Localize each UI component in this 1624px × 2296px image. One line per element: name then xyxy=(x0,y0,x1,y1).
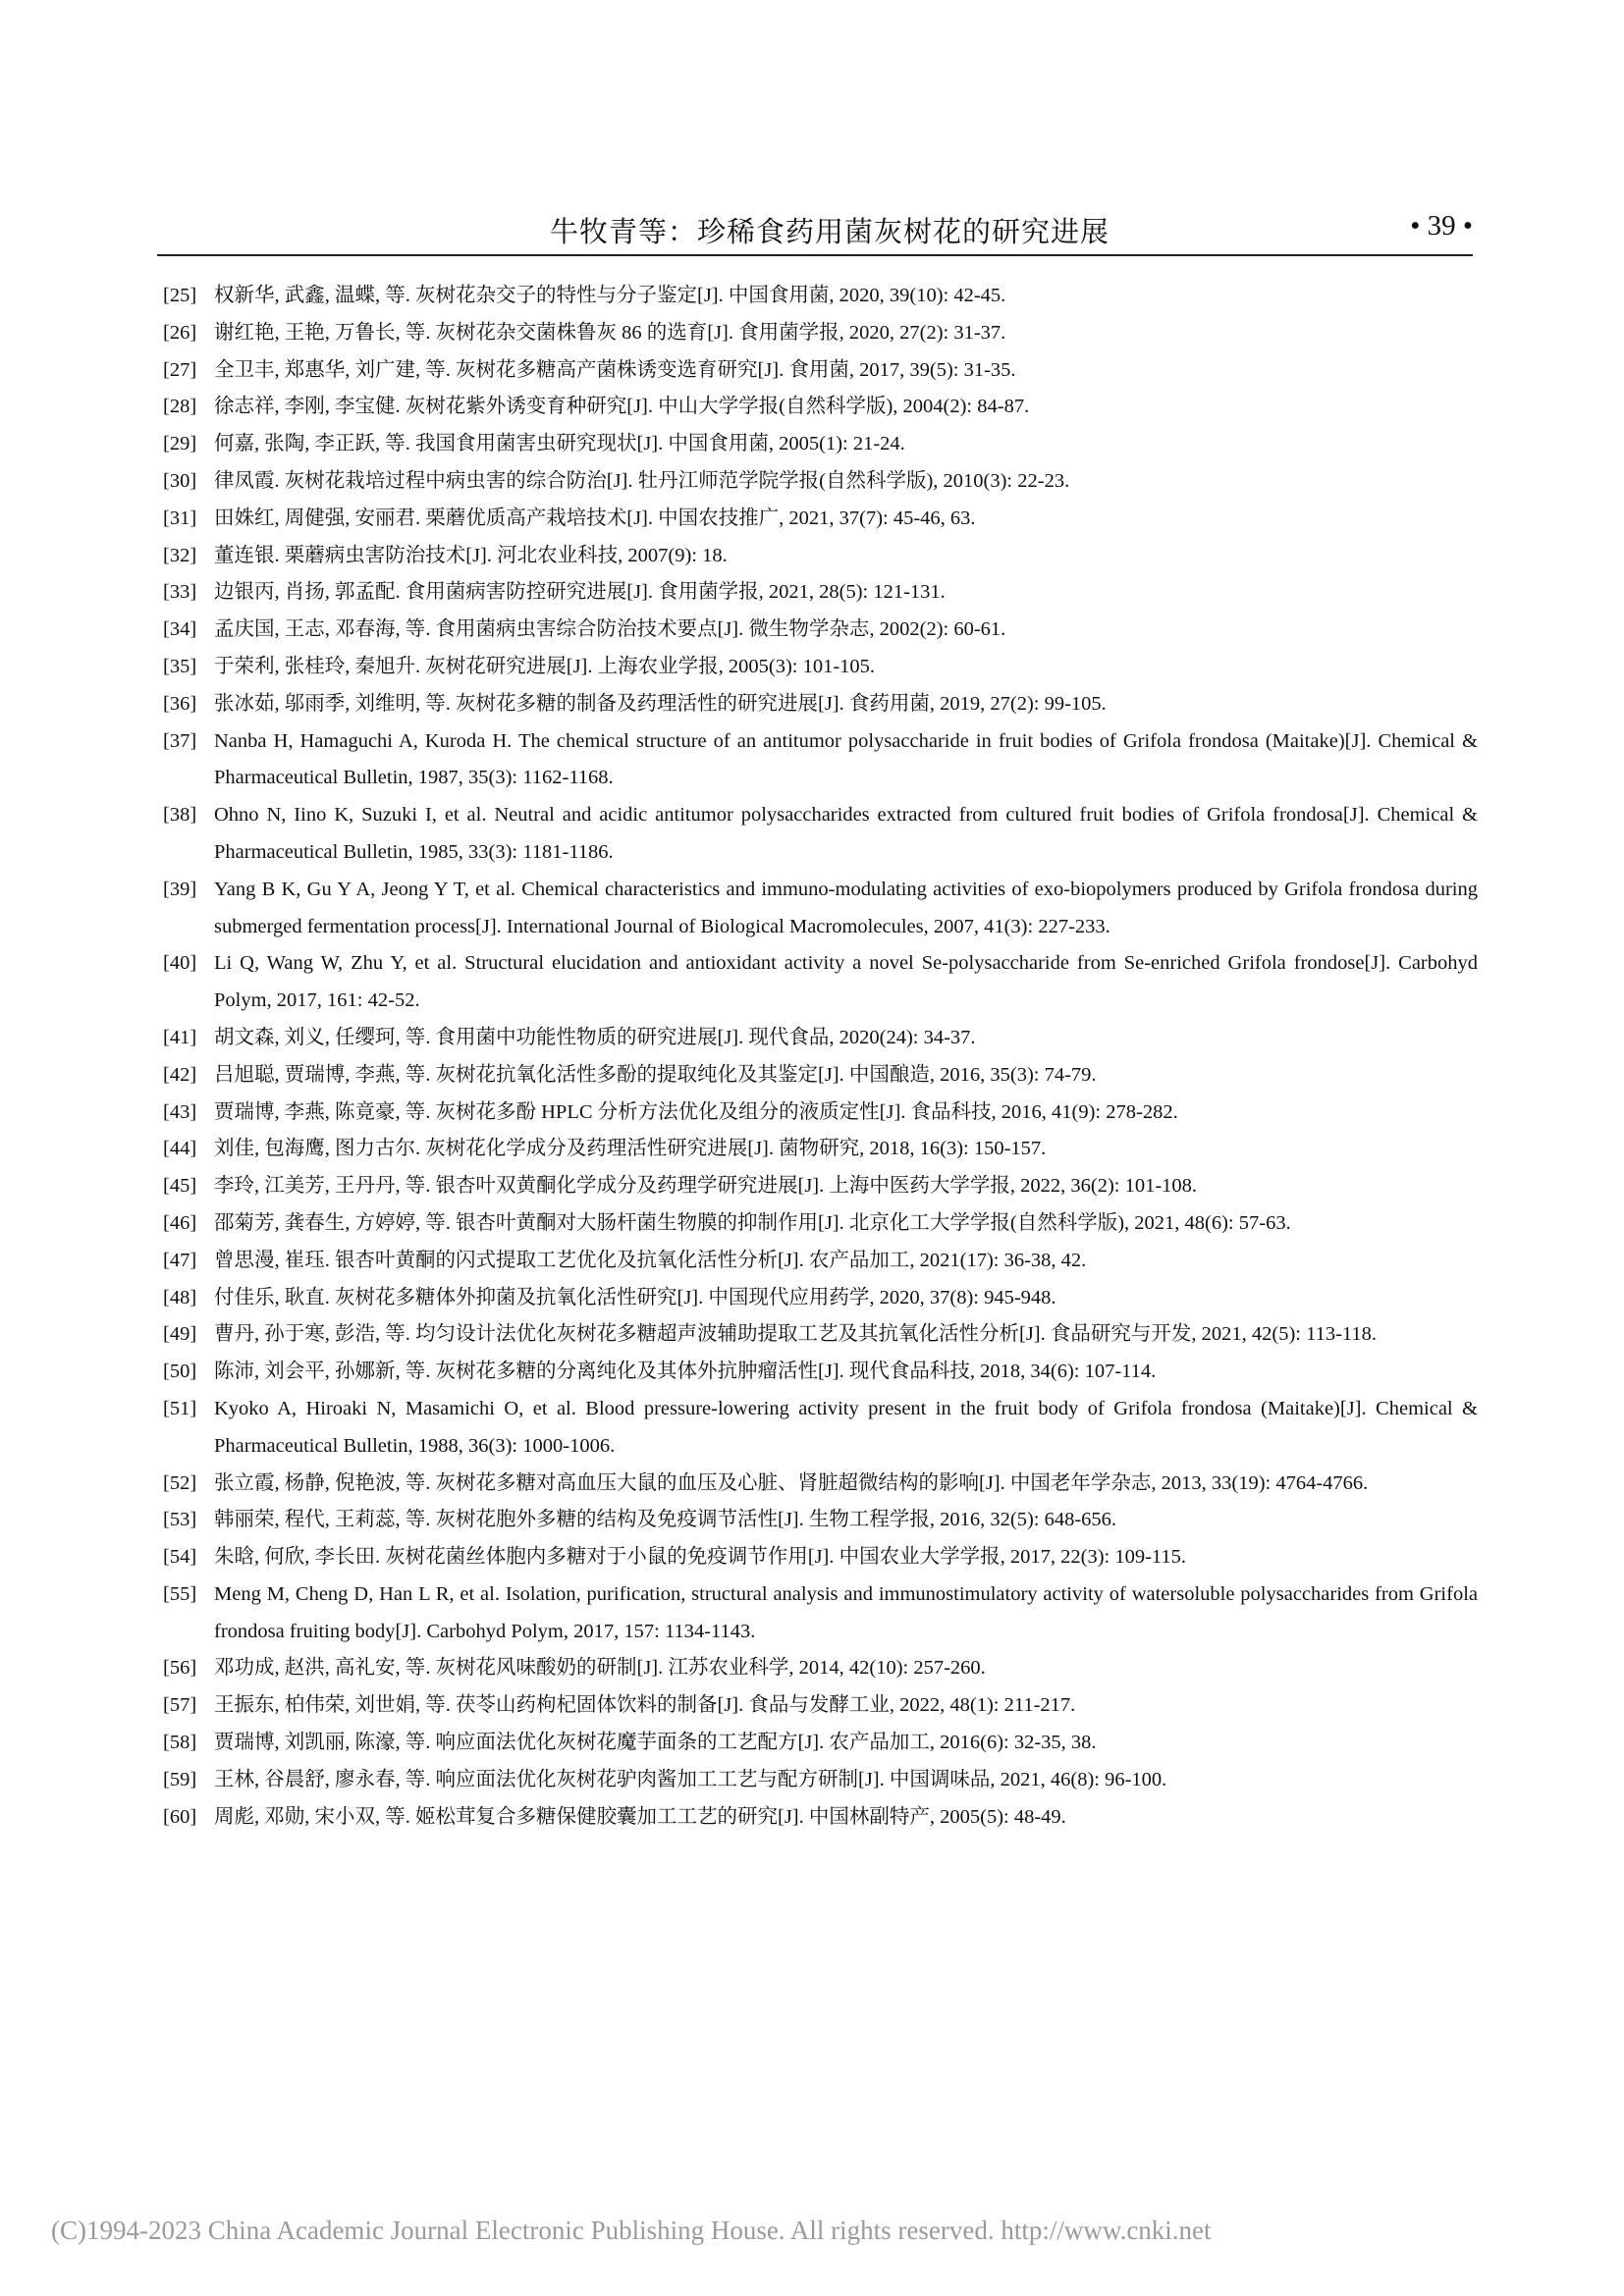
reference-item xyxy=(157,1057,1478,1095)
reference-item xyxy=(157,1687,1478,1725)
reference-text: 付佳乐, 耿直. 灰树花多糖体外抑菌及抗氧化活性研究[J]. 中国现代应用药学, 2020, 37(8): 945-948. xyxy=(214,1286,1056,1308)
reference-item xyxy=(157,1316,1478,1354)
reference-number: [40] xyxy=(163,952,197,975)
reference-number: [55] xyxy=(163,1582,197,1605)
reference-number: [37] xyxy=(163,729,197,752)
reference-item xyxy=(157,1205,1478,1243)
reference-text: 徐志祥, 李刚, 李宝健. 灰树花紫外诱变育种研究[J]. 中山大学学报(自然科学版), 2004(2): 84-87. xyxy=(214,396,1030,418)
reference-text: 权新华, 武鑫, 温蝶, 等. 灰树花杂交子的特性与分子鉴定[J]. 中国食用菌, 2020, 39(10): 42-45. xyxy=(214,285,1006,306)
reference-text: 董连银. 栗蘑病虫害防治技术[J]. 河北农业科技, 2007(9): 18. xyxy=(214,544,728,566)
reference-text: 李玲, 江美芳, 王丹丹, 等. 银杏叶双黄酮化学成分及药理学研究进展[J]. 上海中医药大学学报, 2022, 36(2): 101-108. xyxy=(214,1175,1198,1198)
reference-item xyxy=(157,1168,1478,1205)
reference-item xyxy=(157,1799,1478,1837)
reference-number: [51] xyxy=(163,1397,197,1419)
reference-number: [59] xyxy=(163,1768,197,1790)
reference-number: [53] xyxy=(163,1509,197,1531)
copyright-footer: (C)1994-2023 China Academic Journal Electronic Publishing House. All rights reserved. http://www.cnki.net xyxy=(51,2216,1212,2245)
reference-text: 周彪, 邓勋, 宋小双, 等. 姬松茸复合多糖保健胶囊加工工艺的研究[J]. 中国林副特产, 2005(5): 48-49. xyxy=(214,1805,1066,1828)
reference-text: 贾瑞博, 刘凯丽, 陈濠, 等. 响应面法优化灰树花魔芋面条的工艺配方[J]. 农产品加工, 2016(6): 32-35, 38. xyxy=(214,1732,1097,1754)
reference-item xyxy=(157,649,1478,686)
reference-item xyxy=(157,1466,1478,1503)
reference-number: [44] xyxy=(163,1138,197,1160)
reference-item xyxy=(157,1131,1478,1168)
reference-item xyxy=(157,278,1478,315)
reference-text: 曾思漫, 崔珏. 银杏叶黄酮的闪式提取工艺优化及抗氧化活性分析[J]. 农产品加工, 2021(17): 36-38, 42. xyxy=(214,1249,1087,1271)
reference-text: 全卫丰, 郑惠华, 刘广建, 等. 灰树花多糖高产菌株诱变选育研究[J]. 食用菌, 2017, 39(5): 31-35. xyxy=(214,358,1016,381)
reference-text: Yang B K, Gu Y A, Jeong Y T, et al. Chemical characteristics and immuno-modulating activities of exo-biopolymers produced by Grifola frondosa during submerged fermentation process[J]. International Journal of Biological Macromolecules, 2007, 41(3): 227-233. xyxy=(214,878,1478,937)
reference-number: [58] xyxy=(163,1732,197,1754)
reference-text: 边银丙, 肖扬, 郭孟配. 食用菌病害防控研究进展[J]. 食用菌学报, 2021, 28(5): 121-131. xyxy=(214,581,946,604)
reference-item xyxy=(157,1243,1478,1280)
reference-text: Meng M, Cheng D, Han L R, et al. Isolation, purification, structural analysis and immunostimulatory activity of watersoluble polysaccharides from Grifola frondosa fruiting body[J]. Carbohyd Polym, 2017, 157: 1134-1143. xyxy=(214,1582,1478,1642)
reference-text: 孟庆国, 王志, 邓春海, 等. 食用菌病虫害综合防治技术要点[J]. 微生物学杂志, 2002(2): 60-61. xyxy=(214,618,1006,641)
reference-item xyxy=(157,1762,1478,1799)
reference-item xyxy=(157,1280,1478,1317)
reference-number: [54] xyxy=(163,1546,197,1569)
reference-number: [49] xyxy=(163,1323,197,1346)
reference-item xyxy=(157,612,1478,649)
reference-item xyxy=(157,1576,1478,1651)
reference-item xyxy=(157,426,1478,463)
reference-number: [35] xyxy=(163,655,197,677)
running-header xyxy=(157,210,1473,253)
reference-number: [47] xyxy=(163,1249,197,1271)
reference-item xyxy=(157,389,1478,426)
reference-text: 曹丹, 孙于寒, 彭浩, 等. 均匀设计法优化灰树花多糖超声波辅助提取工艺及其抗氧化活性分析[J]. 食品研究与开发, 2021, 42(5): 113-118. xyxy=(214,1323,1378,1346)
reference-number: [29] xyxy=(163,433,197,455)
reference-text: 刘佳, 包海鹰, 图力古尔. 灰树花化学成分及药理活性研究进展[J]. 菌物研究, 2018, 16(3): 150-157. xyxy=(214,1138,1047,1160)
reference-item xyxy=(157,686,1478,723)
reference-number: [42] xyxy=(163,1063,197,1086)
reference-number: [28] xyxy=(163,396,197,418)
reference-number: [31] xyxy=(163,507,197,529)
reference-number: [26] xyxy=(163,321,197,344)
reference-text: 谢红艳, 王艳, 万鲁长, 等. 灰树花杂交菌株鲁灰 86 的选育[J]. 食用菌学报, 2020, 27(2): 31-37. xyxy=(214,321,1006,344)
reference-item xyxy=(157,538,1478,575)
reference-number: [50] xyxy=(163,1361,197,1383)
reference-text: 于荣利, 张桂玲, 秦旭升. 灰树花研究进展[J]. 上海农业学报, 2005(3): 101-105. xyxy=(214,655,876,677)
reference-item xyxy=(157,797,1478,872)
reference-item xyxy=(157,723,1478,798)
reference-item xyxy=(157,574,1478,612)
reference-item xyxy=(157,1650,1478,1687)
header-rule xyxy=(157,254,1473,256)
reference-number: [60] xyxy=(163,1805,197,1828)
reference-number: [45] xyxy=(163,1175,197,1198)
running-title: 牛牧青等：珍稀食药用菌灰树花的研究进展 xyxy=(550,215,1110,248)
reference-text: 张冰茹, 邬雨季, 刘维明, 等. 灰树花多糖的制备及药理活性的研究进展[J]. 食药用菌, 2019, 27(2): 99-105. xyxy=(214,692,1107,715)
reference-text: 何嘉, 张陶, 李正跃, 等. 我国食用菌害虫研究现状[J]. 中国食用菌, 2005(1): 21-24. xyxy=(214,433,905,455)
reference-text: Kyoko A, Hiroaki N, Masamichi O, et al. Blood pressure-lowering activity present in the fruit body of Grifola frondosa (Maitake)[J]. Chemical & Pharmaceutical Bulletin, 1988, 36(3): 1000-1006. xyxy=(214,1397,1478,1457)
reference-number: [56] xyxy=(163,1657,197,1680)
reference-number: [41] xyxy=(163,1026,197,1048)
reference-number: [39] xyxy=(163,878,197,900)
reference-item xyxy=(157,501,1478,538)
reference-item xyxy=(157,1502,1478,1539)
reference-item xyxy=(157,352,1478,390)
reference-text: 陈沛, 刘会平, 孙娜新, 等. 灰树花多糖的分离纯化及其体外抗肿瘤活性[J]. 现代食品科技, 2018, 34(6): 107-114. xyxy=(214,1361,1157,1383)
reference-number: [30] xyxy=(163,469,197,492)
reference-item xyxy=(157,945,1478,1020)
reference-number: [43] xyxy=(163,1100,197,1123)
reference-item xyxy=(157,1539,1478,1576)
reference-number: [57] xyxy=(163,1694,197,1717)
reference-text: 胡文森, 刘义, 任缨珂, 等. 食用菌中功能性物质的研究进展[J]. 现代食品, 2020(24): 34-37. xyxy=(214,1026,976,1048)
reference-item xyxy=(157,315,1478,352)
reference-text: Nanba H, Hamaguchi A, Kuroda H. The chemical structure of an antitumor polysaccharide in fruit bodies of Grifola frondosa (Maitake)[J]. Chemical & Pharmaceutical Bulletin, 1987, 35(3): 1162-1168. xyxy=(214,729,1478,789)
reference-text: 吕旭聪, 贾瑞博, 李燕, 等. 灰树花抗氧化活性多酚的提取纯化及其鉴定[J]. 中国酿造, 2016, 35(3): 74-79. xyxy=(214,1063,1097,1086)
reference-text: Li Q, Wang W, Zhu Y, et al. Structural elucidation and antioxidant activity a novel Se-polysaccharide from Se-enriched Grifola frondose[J]. Carbohyd Polym, 2017, 161: 42-52. xyxy=(214,952,1478,1012)
reference-number: [33] xyxy=(163,581,197,604)
reference-item xyxy=(157,1095,1478,1132)
reference-item xyxy=(157,463,1478,501)
reference-number: [27] xyxy=(163,358,197,381)
reference-item xyxy=(157,1020,1478,1057)
reference-number: [34] xyxy=(163,618,197,641)
reference-list xyxy=(157,278,1478,1836)
reference-text: 邵菊芳, 龚春生, 方婷婷, 等. 银杏叶黄酮对大肠杆菌生物膜的抑制作用[J]. 北京化工大学学报(自然科学版), 2021, 48(6): 57-63. xyxy=(214,1211,1291,1234)
reference-text: 律凤霞. 灰树花栽培过程中病虫害的综合防治[J]. 牡丹江师范学院学报(自然科学版), 2010(3): 22-23. xyxy=(214,469,1070,492)
reference-number: [38] xyxy=(163,804,197,827)
reference-item xyxy=(157,1725,1478,1762)
reference-text: 邓功成, 赵洪, 高礼安, 等. 灰树花风味酸奶的研制[J]. 江苏农业科学, 2014, 42(10): 257-260. xyxy=(214,1657,986,1680)
page-number: • 39 • xyxy=(1410,210,1473,241)
reference-text: 韩丽荣, 程代, 王莉蕊, 等. 灰树花胞外多糖的结构及免疫调节活性[J]. 生物工程学报, 2016, 32(5): 648-656. xyxy=(214,1509,1117,1531)
reference-text: 张立霞, 杨静, 倪艳波, 等. 灰树花多糖对高血压大鼠的血压及心脏、肾脏超微结构的影响[J]. 中国老年学杂志, 2013, 33(19): 4764-4766. xyxy=(214,1471,1369,1494)
reference-number: [48] xyxy=(163,1286,197,1308)
reference-number: [46] xyxy=(163,1211,197,1234)
reference-item xyxy=(157,872,1478,946)
reference-text: 王振东, 柏伟荣, 刘世娟, 等. 茯苓山药枸杞固体饮料的制备[J]. 食品与发酵工业, 2022, 48(1): 211-217. xyxy=(214,1694,1076,1717)
reference-number: [32] xyxy=(163,544,197,566)
reference-text: 朱晗, 何欣, 李长田. 灰树花菌丝体胞内多糖对于小鼠的免疫调节作用[J]. 中国农业大学学报, 2017, 22(3): 109-115. xyxy=(214,1546,1187,1569)
reference-item xyxy=(157,1354,1478,1391)
reference-number: [36] xyxy=(163,692,197,715)
reference-text: 贾瑞博, 李燕, 陈竟豪, 等. 灰树花多酚 HPLC 分析方法优化及组分的液质定性[J]. 食品科技, 2016, 41(9): 278-282. xyxy=(214,1100,1178,1123)
reference-text: 王林, 谷晨舒, 廖永春, 等. 响应面法优化灰树花驴肉酱加工工艺与配方研制[J]. 中国调味品, 2021, 46(8): 96-100. xyxy=(214,1768,1167,1790)
reference-text: 田姝红, 周健强, 安丽君. 栗蘑优质高产栽培技术[J]. 中国农技推广, 2021, 37(7): 45-46, 63. xyxy=(214,507,976,529)
reference-item xyxy=(157,1391,1478,1466)
reference-number: [25] xyxy=(163,285,197,306)
reference-number: [52] xyxy=(163,1471,197,1494)
reference-text: Ohno N, Iino K, Suzuki I, et al. Neutral and acidic antitumor polysaccharides extracted from cultured fruit bodies of Grifola frondosa[J]. Chemical & Pharmaceutical Bulletin, 1985, 33(3): 1181-1186. xyxy=(214,804,1478,863)
